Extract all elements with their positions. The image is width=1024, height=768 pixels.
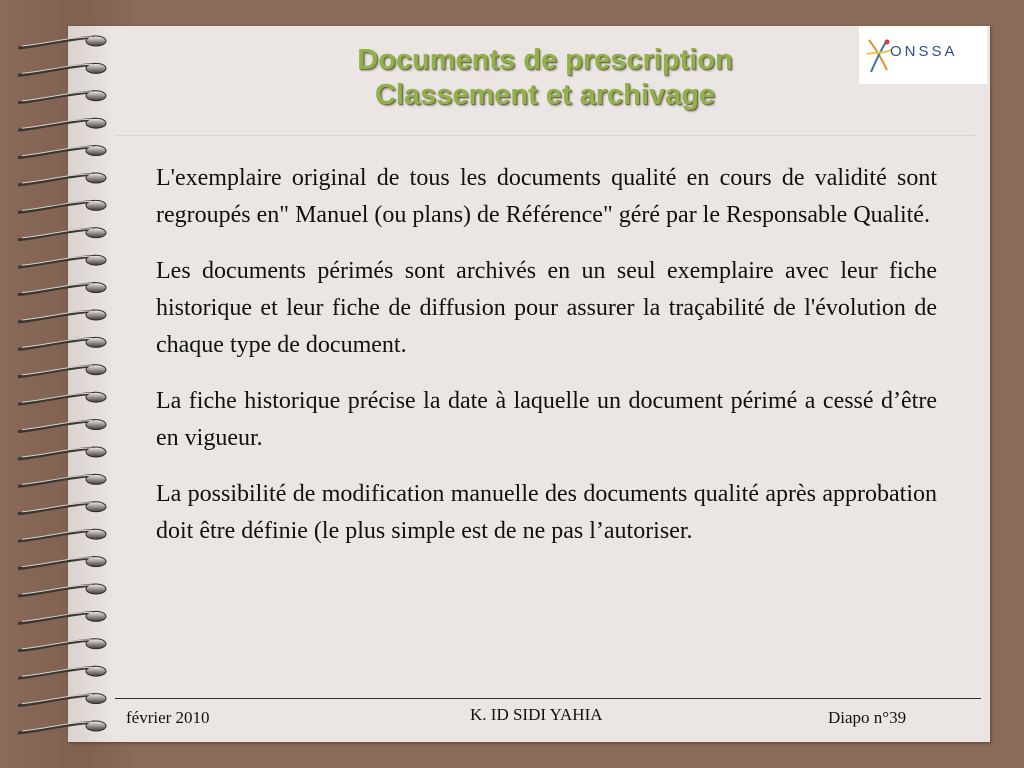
spiral-wire bbox=[18, 201, 96, 212]
onssa-logo-icon bbox=[865, 32, 893, 78]
spiral-wire bbox=[18, 229, 96, 240]
title-line-1: Documents de prescription bbox=[357, 44, 733, 76]
spiral-wire bbox=[18, 530, 96, 541]
spiral-wire bbox=[18, 64, 96, 75]
spiral-wire bbox=[18, 695, 96, 706]
spiral-wire bbox=[18, 722, 96, 733]
logo-text: ONSSA bbox=[890, 43, 958, 60]
onssa-logo bbox=[859, 26, 987, 84]
paragraph-1: L'exemplaire original de tous les documents qualité en cours de validité sont regroupés en" Manuel (ou plans) de Référence" géré par le Responsable Qualité. bbox=[156, 165, 937, 228]
spiral-wire bbox=[18, 448, 96, 459]
title-line-2: Classement et archivage bbox=[374, 79, 716, 111]
spiral-wire bbox=[18, 612, 96, 623]
slide-content bbox=[156, 160, 937, 569]
footer-author: K. ID SIDI YAHIA bbox=[470, 705, 603, 724]
title-divider bbox=[115, 135, 975, 136]
footer-date: février 2010 bbox=[126, 708, 210, 727]
spiral-wire bbox=[18, 366, 96, 377]
spiral-wire bbox=[18, 311, 96, 322]
spiral-binding-icon bbox=[0, 0, 120, 768]
footer-slide-number: Diapo n°39 bbox=[828, 708, 907, 727]
spiral-wire bbox=[18, 421, 96, 432]
spiral-wire bbox=[18, 338, 96, 349]
spiral-wire bbox=[18, 147, 96, 158]
spiral-wire bbox=[18, 92, 96, 103]
page-title bbox=[200, 43, 890, 113]
spiral-wire bbox=[18, 256, 96, 267]
paragraph-4: La possibilité de modification manuelle des documents qualité après approbation doit être définie (le plus simple est de ne pas l’autoriser. bbox=[156, 481, 937, 544]
spiral-wire bbox=[18, 284, 96, 295]
spiral-wire bbox=[18, 558, 96, 569]
paragraph-2: Les documents périmés sont archivés en un seul exemplaire avec leur fiche historique et leur fiche de diffusion pour assurer la traçabilité de l'évolution de chaque type de document. bbox=[156, 258, 937, 358]
spiral-wire bbox=[18, 37, 96, 48]
spiral-wire bbox=[18, 503, 96, 514]
spiral-wire bbox=[18, 640, 96, 651]
footer-divider bbox=[115, 698, 981, 699]
paragraph-3: La fiche historique précise la date à laquelle un document périmé a cessé d’être en vigueur. bbox=[156, 388, 937, 451]
spiral-wire bbox=[18, 585, 96, 596]
spiral-wire bbox=[18, 174, 96, 185]
spiral-wire bbox=[18, 119, 96, 130]
spiral-wire bbox=[18, 475, 96, 486]
spiral-wire bbox=[18, 667, 96, 678]
spiral-wire bbox=[18, 393, 96, 404]
